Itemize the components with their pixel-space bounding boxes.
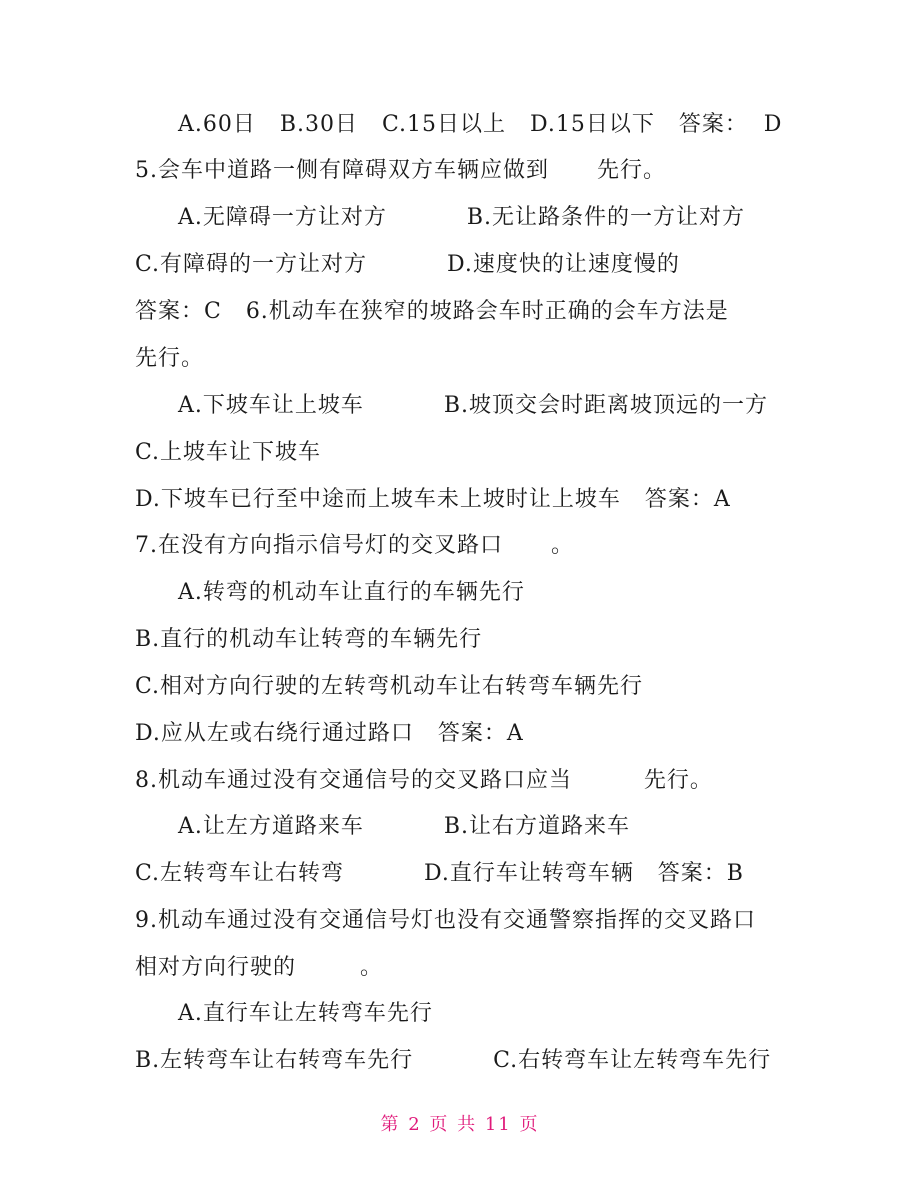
text-line: D.应从左或右绕行通过路口 答案：A [135, 721, 524, 746]
text-line: C.上坡车让下坡车 [135, 440, 322, 465]
text-line: A.让左方道路来车 B.让右方道路来车 [178, 814, 630, 839]
text-line: 相对方向行驶的 。 [135, 955, 383, 980]
text-line: B.左转弯车让右转弯车先行 C.右转弯车让左转弯车先行 [135, 1048, 772, 1073]
text-line: C.有障碍的一方让对方 D.速度快的让速度慢的 [135, 252, 680, 277]
question-7: 7.在没有方向指示信号灯的交叉路口 。 [135, 533, 574, 558]
text-line: D.下坡车已行至中途而上坡车未上坡时让上坡车 答案：A [135, 487, 731, 512]
question-6: 答案：C 6.机动车在狭窄的坡路会车时正确的会车方法是 [135, 299, 729, 324]
text-line: A.直行车让左转弯车先行 [178, 1001, 433, 1026]
text-line: A.60日 B.30日 C.15日以上 D.15日以下 答案： D [178, 112, 783, 137]
question-8: 8.机动车通过没有交通信号的交叉路口应当 先行。 [135, 768, 713, 793]
question-9: 9.机动车通过没有交通信号灯也没有交通警察指挥的交叉路口 [135, 908, 756, 933]
page-footer: 第 2 页 共 11 页 [380, 1114, 540, 1135]
text-line: 先行。 [135, 346, 205, 371]
text-line: A.无障碍一方让对方 B.无让路条件的一方让对方 [178, 205, 745, 230]
text-line: A.转弯的机动车让直行的车辆先行 [178, 580, 525, 605]
text-line: C.左转弯车让右转弯 D.直行车让转弯车辆 答案：B [135, 861, 744, 886]
text-line: C.相对方向行驶的左转弯机动车让右转弯车辆先行 [135, 674, 644, 699]
question-5: 5.会车中道路一侧有障碍双方车辆应做到 先行。 [135, 158, 666, 183]
text-line: B.直行的机动车让转弯的车辆先行 [135, 627, 483, 652]
text-line: A.下坡车让上坡车 B.坡顶交会时距离坡顶远的一方 [178, 393, 768, 418]
